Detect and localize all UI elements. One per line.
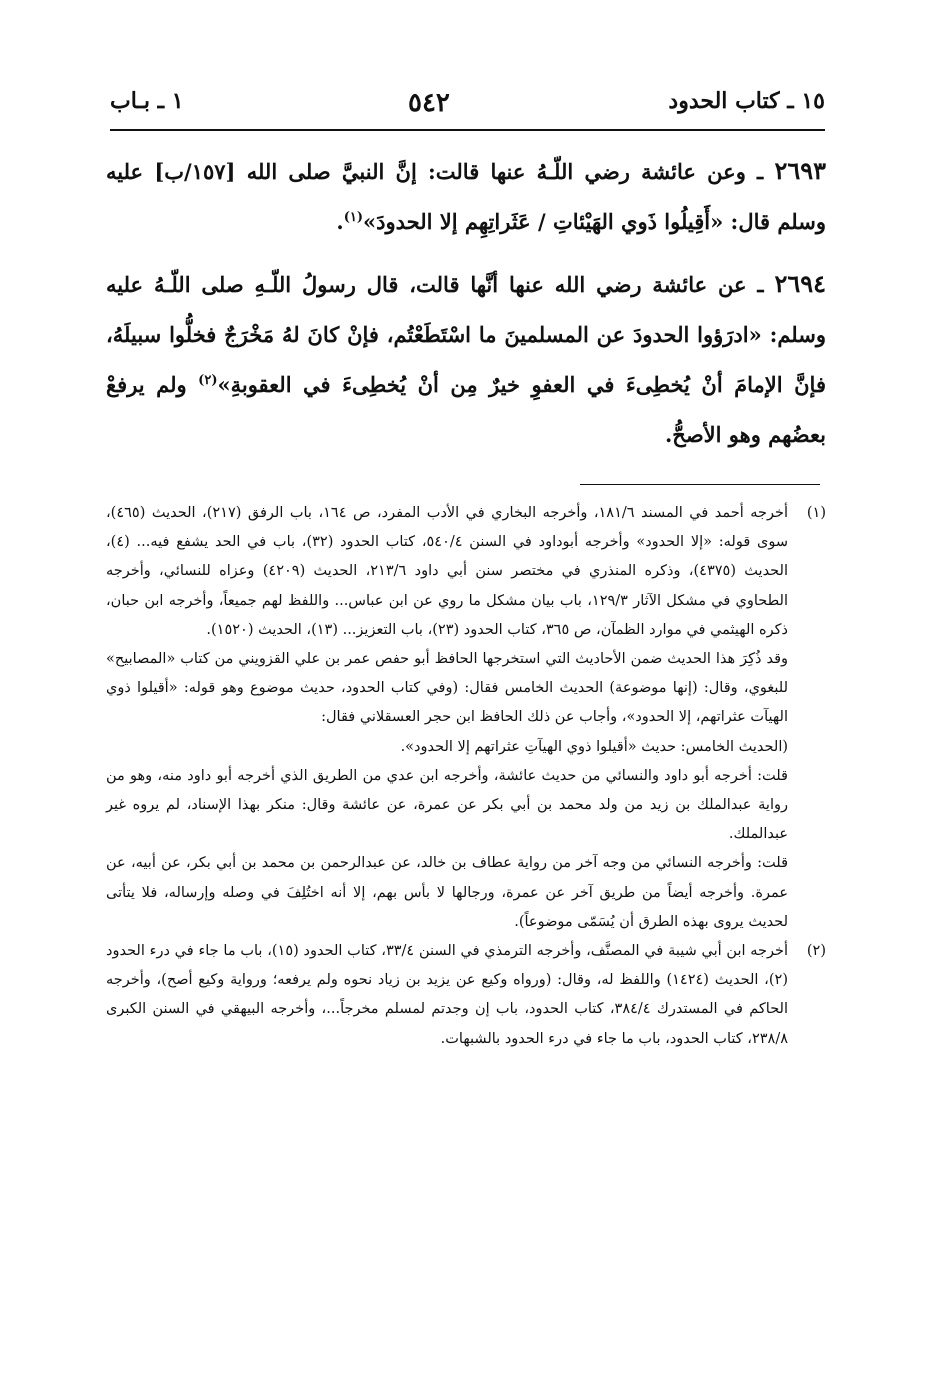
- hadith-text: ـ عن عائشة رضي الله عنها أنَّها قالت، قال رسولُ اللّـهِ صلى اللّـهُ عليه وسلم: «ادرَؤوا الحدودَ عن المسلمينَ ما اسْتَطَعْتُم، فإنْ كانَ لهُ مَخْرَجٌ فخلُّوا سبيلَهُ، فإنَّ الإمامَ أنْ يُخطِىءَ في العفوِ خيرٌ مِن أنْ يُخطِىءَ في العقوبةِ»: [106, 272, 826, 397]
- footnote-number: (٢): [806, 943, 826, 960]
- manuscript-reference: [١٥٧/ب]: [154, 159, 236, 184]
- footnote-paragraph: أخرجه ابن أبي شيبة في المصنَّف، وأخرجه الترمذي في السنن ٣٣/٤، كتاب الحدود (١٥)، باب ما جاء في درء الحدود (٢)، الحديث (١٤٢٤) واللفظ له، وقال: (ورواه وكيع عن يزيد بن زياد نحوه ولم يرفعه؛ ورواية وكيع أصح)، وأخرجه الحاكم في المستدرك ٣٨٤/٤، كتاب الحدود، باب إن وجدتم لمسلم مخرجاً...، وأخرجه البيهقي في السنن الكبرى ٢٣٨/٨، كتاب الحدود، باب ما جاء في درء الحدود بالشبهات.: [106, 943, 789, 1047]
- hadith-number: ٢٦٩٣: [774, 156, 827, 185]
- footnote-reference: (١): [343, 210, 364, 225]
- footnote-paragraph: قلت: أخرجه أبو داود والنسائي من حديث عائشة، وأخرجه ابن عدي من الطريق الذي أخرجه أبو داود منه، وهو من رواية عبدالملك بن زيد من ولد محمد بن أبي بكر عن عمرة، عن عائشة وقال: منكر بهذا الإسناد، لم يروه غير عبدالملك.: [106, 767, 788, 843]
- header-book-title: ١٥ ـ كتاب الحدود: [668, 88, 825, 114]
- hadith-text: ـ وعن عائشة رضي اللّـهُ عنها قالت: إنَّ النبيَّ صلى الله: [246, 159, 775, 184]
- footnote-paragraph: (الحديث الخامس: حديث «أقيلوا ذوي الهيآتِ عثراتهم إلا الحدود».: [400, 738, 788, 755]
- hadith-2694: [106, 259, 826, 460]
- footnote-paragraph: أخرجه أحمد في المسند ١٨١/٦، وأخرجه البخاري في الأدب المفرد، ص ١٦٤، باب الرفق (٢١٧)، الحديث (٤٦٥)، سوى قوله: «إلا الحدود» وأخرجه أبوداود في السنن ٥٤٠/٤، كتاب الحدود (٣٢)، باب في الحد يشفع فيه... (٤)، الحديث (٤٣٧٥)، وذكره المنذري في مختصر سنن أبي داود ٢١٣/٦، الحديث (٤٢٠٩) وعزاه للنسائي، وأخرجه الطحاوي في مشكل الآثار ١٢٩/٣، باب بيان مشكل ما روي عن ابن عباس... واللفظ لهم جميعاً، وأخرجه ابن حبان، ذكره الهيثمي في موارد الظمآن، ص ٣٦٥، كتاب الحدود (٢٣)، باب التعزيز... (١٣)، الحديث (١٥٢٠).: [106, 505, 788, 638]
- main-text: [106, 146, 826, 460]
- footnote-separator: [580, 484, 820, 485]
- footnote-paragraph: قلت: وأخرجه النسائي من وجه آخر من رواية عطاف بن خالد، عن عبدالرحمن بن محمد بن أبي بكر، عن أبيه، عن عمرة. وأخرجه أيضاً من طريق آخر عن عمرة، ورجالها لا بأس بهم، إلا أنه اختُلِفَ في وصله وإرساله، فلا يتأتى لحديث يروى بهذه الطرق أن يُسَمّى موضوعاً).: [106, 855, 788, 930]
- hadith-end: .: [336, 209, 344, 234]
- running-header: [110, 88, 825, 122]
- page-number: ٥٤٢: [408, 88, 450, 118]
- footnote-1: [106, 499, 826, 937]
- footnote-paragraph: وقد ذُكِرَ هذا الحديث ضمن الأحاديث التي استخرجها الحافظ أبو حفص عمر بن علي القزويني من كتاب «المصابيح» للبغوي، وقال: (إنها موضوعة) الحديث الخامس فقال: (وفي كتاب الحدود، حديث موضوع وهو قوله: «أقيلوا ذوي الهيآت عثراتهم، إلا الحدود»، وأجاب عن ذلك الحافظ ابن حجر العسقلاني فقال:: [106, 651, 788, 726]
- header-rule: [110, 129, 825, 131]
- hadith-text-continued: ولم يرفعْ بعضُهم وهو الأصحُّ.: [106, 372, 826, 447]
- footnote-number: (١): [806, 505, 826, 521]
- footnote-2: [106, 937, 826, 1054]
- header-chapter-label: ١ ـ بـاب: [110, 88, 184, 114]
- hadith-2693: [106, 146, 826, 247]
- hadith-number: ٢٦٩٤: [774, 269, 826, 298]
- hadith-text-continued: عليه وسلم قال: «أَقِيلُوا ذَوي الهَيْئاتِ / عَثَراتِهِم إلا الحدودَ»: [106, 159, 826, 234]
- footnotes: [106, 499, 826, 1054]
- footnote-reference: (٢): [198, 373, 218, 388]
